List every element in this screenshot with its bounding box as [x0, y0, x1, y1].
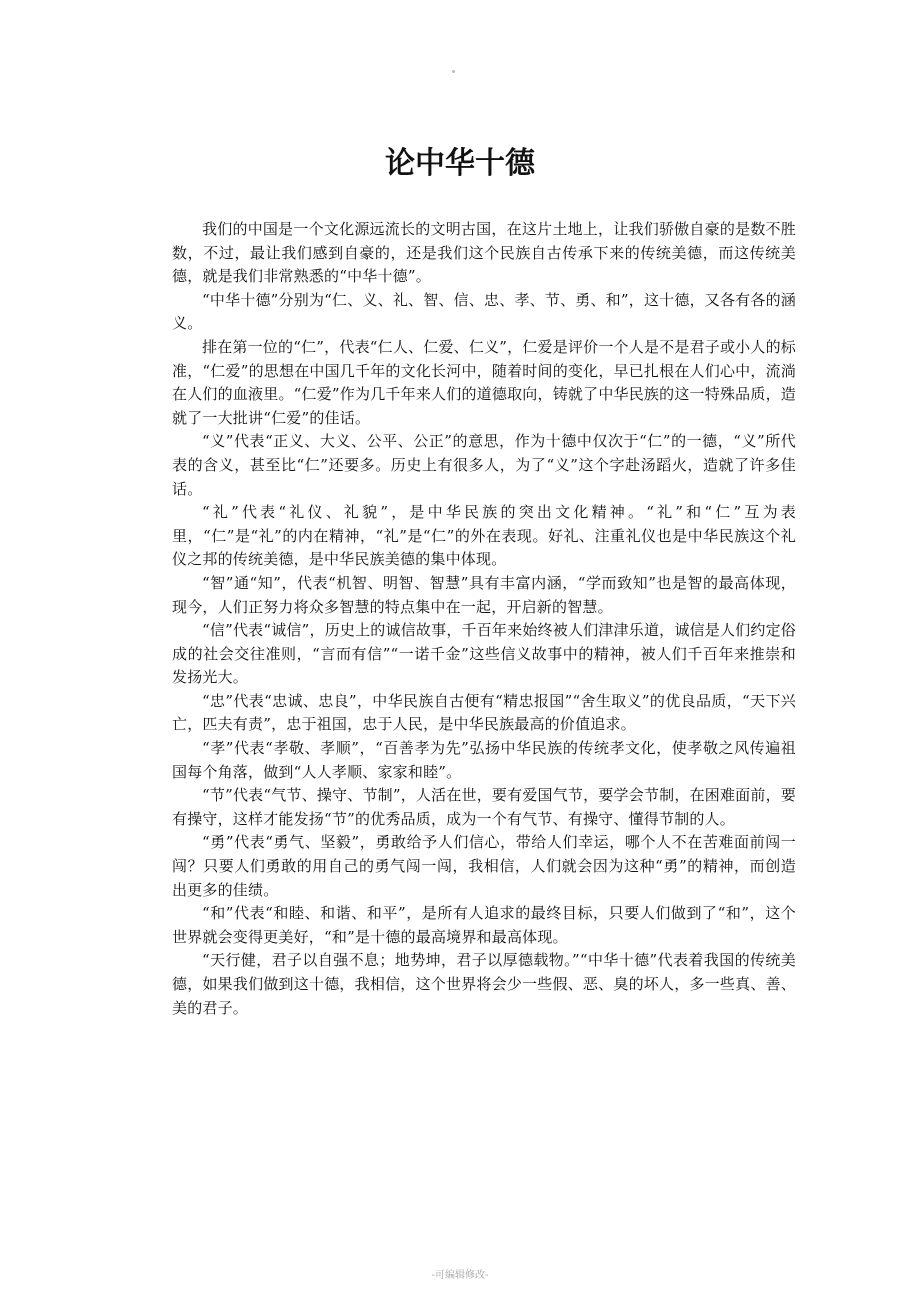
paragraph-yi: “义”代表“正义、大义、公平、公正”的意思，作为十德中仅次于“仁”的一德，“义”所代表的含义，甚至比“仁”还要多。历史上有很多人，为了“义”这个字赴汤蹈火，造就了许多佳话。 — [172, 432, 796, 498]
document-title: 论中华十德 — [385, 146, 535, 181]
paragraph-ren: 排在第一位的“仁”，代表“仁人、仁爱、仁义”，仁爱是评价一个人是不是君子或小人的标准，“仁爱”的思想在中国几千年的文化长河中，随着时间的变化，早已扎根在人们心中，流淌在人们的血液里。“仁爱”作为几千年来人们的道德取向，铸就了中华民族的这一特殊品质，造就了一大批讲“仁爱”的佳话。 — [172, 337, 796, 427]
paragraph-zhong: “忠”代表“忠诚、忠良”，中华民族自古便有“精忠报国”“舍生取义”的优良品质，“天下兴亡，匹夫有责”，忠于祖国，忠于人民，是中华民族最高的价值追求。 — [172, 691, 796, 734]
paragraph-he: “和”代表“和睦、和谐、和平”，是所有人追求的最终目标，只要人们做到了“和”，这个世界就会变得更美好，“和”是十德的最高境界和最高体现。 — [172, 904, 796, 946]
paragraph-xiao: “孝”代表“孝敬、孝顺”，“百善孝为先”弘扬中华民族的传统孝文化，使孝敬之风传遍祖国每个角落，做到“人人孝顺、家家和睦”。 — [172, 739, 796, 781]
paragraph-jie: “节”代表“气节、操守、节制”，人活在世，要有爱国气节，要学会节制，在困难面前，要有操守，这样才能发扬“节”的优秀品质，成为一个有气节、有操守、懂得节制的人。 — [172, 786, 796, 828]
paragraph-intro: 我们的中国是一个文化源远流长的文明古国，在这片土地上，让我们骄傲自豪的是数不胜数，不过，最让我们感到自豪的，还是我们这个民族自古传承下来的传统美德，而这传统美德，就是我们非常熟悉的“中华十德”。 — [172, 220, 796, 286]
paragraph-xin: “信”代表“诚信”，历史上的诚信故事，千百年来始终被人们津津乐道，诚信是人们约定俗成的社会交往准则，“言而有信”“一诺千金”这些信义故事中的精神，被人们千百年来推崇和发扬光大。 — [172, 621, 796, 687]
paragraph-ten-virtues: “中华十德”分别为“仁、义、礼、智、信、忠、孝、节、勇、和”，这十德，又各有各的涵义。 — [172, 290, 796, 333]
page-footer: -可编辑修改- — [431, 1270, 489, 1281]
paragraph-conclusion: “天行健，君子以自强不息；地势坤，君子以厚德载物。”“中华十德”代表着我国的传统美德，如果我们做到这十德，我相信，这个世界将会少一些假、恶、臭的坏人，多一些真、善、美的君子。 — [172, 951, 796, 1017]
document-body — [172, 218, 796, 1020]
header-mark — [452, 70, 455, 73]
paragraph-yong: “勇”代表“勇气、坚毅”，勇敢给予人们信心，带给人们幸运，哪个人不在苦难面前闯一闯？只要人们勇敢的用自己的勇气闯一闯，我相信，人们就会因为这种“勇”的精神，而创造 出更多的佳绩。 — [172, 833, 796, 899]
paragraph-li: “礼”代表“礼仪、礼貌”，是中华民族的突出文化精神。“礼”和“仁”互为表里，“仁”是“礼”的内在精神，“礼”是“仁”的外在表现。好礼、注重礼仪也是中华民族这个礼仪之邦的传统美德，是中华民族美德的集中体现。 — [172, 503, 796, 569]
paragraph-zhi: “智”通“知”，代表“机智、明智、智慧”具有丰富内涵，“学而致知”也是智的最高体现，现今，人们正努力将众多智慧的特点集中在一起，开启新的智慧。 — [172, 573, 796, 616]
